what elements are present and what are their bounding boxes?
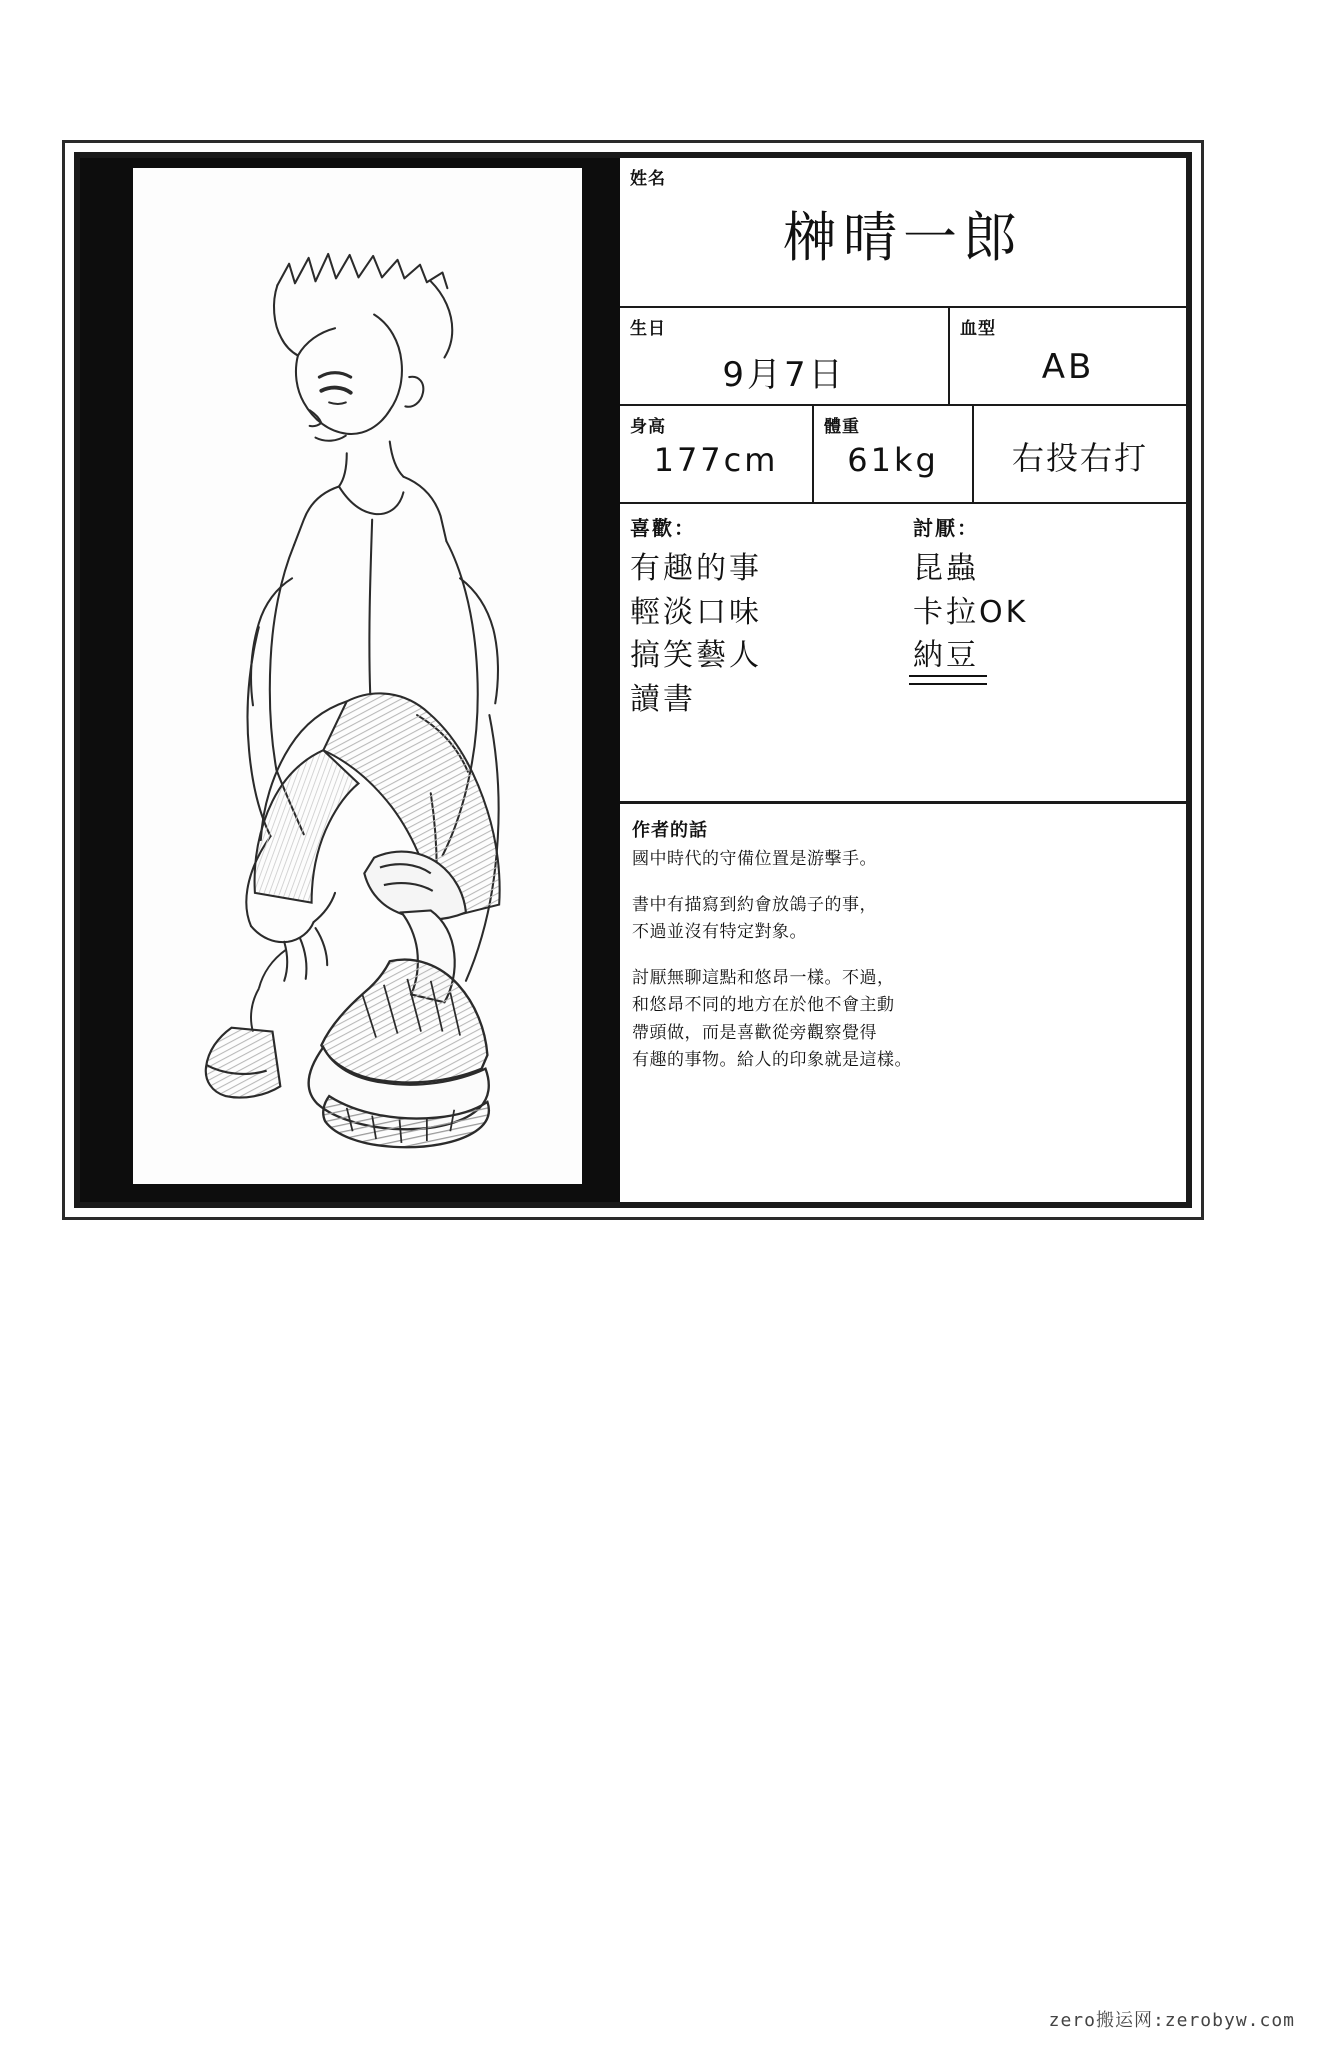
character-profile-page [62,140,1204,1220]
likes-item: 有趣的事 [630,551,762,586]
profile-data-panel [620,158,1186,1202]
author-note-paragraph: 討厭無聊這點和悠昂一樣。不過， 和悠昂不同的地方在於他不會主動 帶頭做，而是喜歡從旁觀察覺得 有趣的事物。給人的印象就是這樣。 [632,967,912,1071]
author-note-paragraph: 國中時代的守備位置是游擊手。 [632,849,877,869]
dislikes-label: 討厭： [913,516,979,540]
likes-column [620,504,903,801]
author-note-heading: 作者的話 [632,820,708,841]
site-watermark: zero搬运网:zerobyw.com [1048,2010,1295,2031]
character-sketch-svg [133,168,582,1184]
height-weight-row [620,406,1186,504]
weight-label: 體重 [824,417,860,437]
bats-throws-cell [974,406,1186,504]
bats-throws-value: 右投右打 [1011,439,1148,477]
weight-value: 61kg [847,441,939,479]
likes-item: 搞笑藝人 [630,638,762,673]
dislikes-item [913,634,1186,678]
name-value: 榊晴一郎 [783,206,1023,269]
birthday-cell [620,308,950,406]
profile-frame [74,152,1192,1208]
illustration-canvas [133,168,582,1184]
name-label: 姓名 [630,169,666,189]
blood-type-value: AB [1041,347,1095,387]
author-note-paragraph: 書中有描寫到約會放鴿子的事， 不過並沒有特定對象。 [632,894,877,943]
author-note-section [620,804,1186,1202]
height-label: 身高 [630,417,666,437]
birthday-blood-row [620,308,1186,406]
dislikes-item: 昆蟲 [913,551,979,586]
height-cell [620,406,814,504]
name-row [620,158,1186,308]
character-sketch-figure [133,168,582,1184]
illustration-panel [80,158,620,1202]
dislikes-item-emphasis: 納豆 [913,634,979,678]
dislikes-column [903,504,1186,801]
birthday-label: 生日 [630,319,666,339]
blood-type-label: 血型 [960,319,996,339]
blood-type-cell [950,308,1186,406]
likes-label: 喜歡： [630,516,696,540]
height-value: 177cm [653,441,779,479]
birthday-value: 9月7日 [722,355,846,395]
likes-dislikes-row [620,504,1186,804]
likes-item: 輕淡口味 [630,594,762,630]
weight-cell [814,406,974,504]
dislikes-item: 卡拉OK [913,594,1029,630]
likes-item: 讀書 [630,681,696,717]
